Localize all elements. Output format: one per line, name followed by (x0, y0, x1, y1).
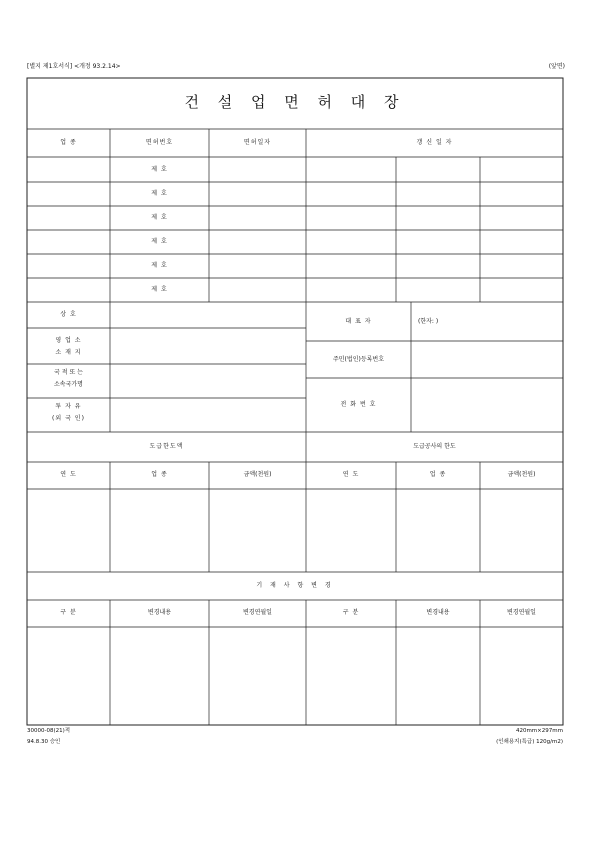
notes-col-change-date: 변경연월일 (507, 609, 536, 616)
col-header-license-date: 면허일자 (243, 139, 272, 146)
license-row-label: 제 호 (151, 238, 168, 245)
notes-col-category: 구 분 (60, 609, 77, 616)
label-resident-no: 주민(법인)등록번호 (332, 356, 385, 363)
contract-left-title: 도급한도액 (149, 443, 184, 450)
form-title: 건 설 업 면 허 대 장 (184, 93, 406, 111)
col-header-license-no: 면허번호 (145, 139, 174, 146)
notes-title: 기 재 사 항 변 경 (256, 582, 334, 589)
label-office-location-line1: 영 업 소 (55, 337, 82, 344)
license-row-label: 제 호 (151, 286, 168, 293)
label-investment-line2: (외 국 인) (52, 415, 85, 422)
col-header-renewal-date: 갱 신 일 자 (416, 139, 453, 146)
license-row-label: 제 호 (151, 166, 168, 173)
label-nationality (27, 369, 110, 389)
license-row-label: 제 호 (151, 262, 168, 269)
footer-form-code: 30000-08(21)적 (27, 728, 71, 734)
form-reference: [별지 제1호서식] <개정 93.2.14> (27, 63, 121, 70)
notes-col-change-content: 변경내용 (426, 609, 450, 616)
label-office-location (27, 337, 110, 357)
label-nationality-line1: 국 적 또 는 (54, 369, 83, 376)
footer-paper-size: 420mm×297mm (515, 728, 563, 734)
notes-col-change-content: 변경내용 (147, 609, 172, 616)
contract-col-upjong: 업 종 (429, 471, 447, 478)
license-row-label: 제 호 (151, 190, 168, 197)
contract-col-amount: 금액(천원) (507, 471, 536, 478)
license-row-label: 제 호 (151, 214, 168, 221)
label-phone: 전 화 번 호 (340, 401, 377, 408)
footer-approval: 94.8.30 승인 (27, 739, 61, 745)
contract-right-title: 도급공사의 한도 (413, 443, 456, 450)
contract-col-year: 연 도 (60, 471, 77, 478)
label-investment (27, 403, 110, 423)
contract-col-year: 연 도 (342, 471, 360, 478)
contract-col-amount: 금액(천원) (243, 471, 272, 478)
col-header-upjong: 업 종 (60, 139, 77, 146)
representative-hanja-field[interactable]: (한자: ) (418, 318, 439, 325)
label-nationality-line2: 소속국가명 (54, 381, 83, 388)
label-investment-line1: 투 자 유 (55, 403, 82, 410)
page-side-label: (앞면) (548, 63, 565, 70)
contract-col-upjong: 업 종 (151, 471, 168, 478)
notes-col-category: 구 분 (342, 609, 360, 616)
label-trade-name: 상 호 (60, 311, 77, 318)
notes-col-change-date: 변경연월일 (243, 609, 272, 616)
label-representative: 대 표 자 (345, 318, 372, 325)
footer-paper-type: (인쇄용지(특급) 120g/m2) (496, 739, 563, 745)
label-office-location-line2: 소 재 지 (55, 349, 82, 356)
